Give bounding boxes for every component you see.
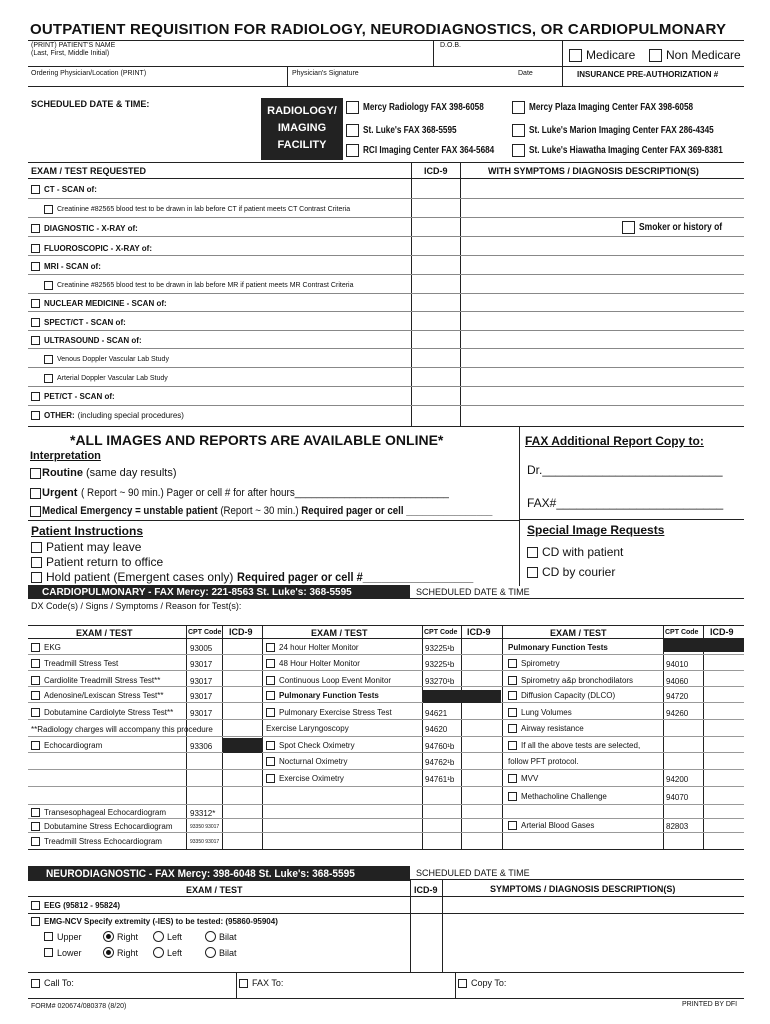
form-number: FORM# 020674/080378 (8/20) <box>31 1003 127 1010</box>
checkbox[interactable] <box>508 676 517 685</box>
facility-option-st-lukes-hiawatha[interactable]: St. Luke's Hiawatha Imaging Center FAX 369-8381 <box>512 144 765 157</box>
cardio-test-row[interactable] <box>31 837 162 846</box>
checkbox[interactable] <box>44 205 53 214</box>
exam-label: Creatinine #82565 blood test to be drawn in lab before CT if patient meets CT Contrast Criteria <box>57 206 351 213</box>
cardio-test-row[interactable] <box>508 821 594 830</box>
checkbox[interactable] <box>239 979 248 988</box>
checkbox[interactable] <box>31 557 42 568</box>
exam-row-divider <box>28 293 744 294</box>
cardio-test-label: Transesophageal Echocardiogram <box>44 808 166 817</box>
exam-row[interactable] <box>31 262 101 271</box>
hold-patient-option[interactable]: Hold patient (Emergent cases only) Required pager or cell #__________________ <box>31 570 494 584</box>
checkbox[interactable] <box>512 101 525 114</box>
checkbox[interactable] <box>508 741 517 750</box>
checkbox[interactable] <box>346 144 359 157</box>
checkbox[interactable] <box>508 691 517 700</box>
cardio-test-label: Pulmonary Exercise Stress Test <box>279 708 392 717</box>
exam-label: Arterial Doppler Vascular Lab Study <box>57 375 168 382</box>
neuro-exam-header: EXAM / TEST <box>186 885 243 895</box>
cardio-col3-icd-header: ICD-9 <box>710 627 734 637</box>
checkbox[interactable] <box>31 643 40 652</box>
checkbox[interactable] <box>31 659 40 668</box>
printed-by: PRINTED BY DFI <box>682 1001 738 1008</box>
cardio-col1-icd-header: ICD-9 <box>229 627 253 637</box>
cpt-code: 94620 <box>425 725 448 734</box>
facility-option-st-lukes-marion[interactable]: St. Luke's Marion Imaging Center FAX 286-4345 <box>512 124 754 137</box>
cardio-test-row[interactable] <box>266 724 349 733</box>
cardio-col2-icd-header: ICD-9 <box>467 627 491 637</box>
checkbox[interactable] <box>266 676 275 685</box>
scheduled-date-label: SCHEDULED DATE & TIME: <box>31 99 150 109</box>
ordering-physician-label: Ordering Physician/Location (PRINT) <box>31 70 147 77</box>
exam-row[interactable] <box>31 318 126 327</box>
emergency-option[interactable]: Medical Emergency = unstable patient (Report ~ 30 min.) Required pager or cell ________________ <box>30 505 554 517</box>
checkbox[interactable] <box>31 318 40 327</box>
exam-label: OTHER: <box>44 411 75 420</box>
cardio-test-label: Nocturnal Oximetry <box>279 757 348 766</box>
online-banner: *ALL IMAGES AND REPORTS ARE AVAILABLE ONLINE* <box>70 432 444 448</box>
special-image-heading: Special Image Requests <box>527 523 665 537</box>
exam-row-divider <box>28 236 744 237</box>
checkbox[interactable] <box>31 572 42 583</box>
neurodiagnostic-band: NEURODIAGNOSTIC - FAX Mercy: 398-6048 St. Luke's: 368-5595 <box>28 866 410 881</box>
upper-right-radio[interactable] <box>103 931 114 942</box>
checkbox[interactable] <box>31 741 40 750</box>
cardio-test-row[interactable] <box>31 643 61 652</box>
cpt-code: 94260 <box>666 709 689 718</box>
cpt-code: 94760¹b <box>425 742 455 751</box>
exam-label: SPECT/CT - SCAN of: <box>44 318 126 327</box>
checkbox[interactable] <box>31 837 40 846</box>
cardio-test-row[interactable] <box>31 659 118 668</box>
cardio-test-label: If all the above tests are selected, <box>521 741 641 750</box>
cardio-test-row[interactable] <box>508 659 560 668</box>
emg-option[interactable]: EMG-NCV Specify extremity (-IES) to be tested: (95860-95904) <box>31 917 278 926</box>
cardio-col1-exam-header: EXAM / TEST <box>76 628 133 638</box>
cardio-row-divider <box>28 786 744 787</box>
exam-row-divider <box>28 217 744 218</box>
checkbox[interactable] <box>31 392 40 401</box>
facility-option-rci[interactable]: RCI Imaging Center FAX 364-5684 <box>346 144 523 157</box>
cardio-test-row[interactable] <box>508 757 579 766</box>
cpt-code: 94200 <box>666 775 689 784</box>
checkbox[interactable] <box>512 144 525 157</box>
checkbox[interactable] <box>31 822 40 831</box>
cardio-test-label: follow PFT protocol. <box>508 757 579 766</box>
checkbox[interactable] <box>44 355 53 364</box>
lower-right-radio[interactable] <box>103 947 114 958</box>
checkbox[interactable] <box>266 774 275 783</box>
cardio-row-divider <box>28 804 744 805</box>
checkbox[interactable] <box>266 757 275 766</box>
fax-copy-title: FAX Additional Report Copy to: <box>525 434 704 448</box>
cardio-test-label: Airway resistance <box>521 724 584 733</box>
checkbox[interactable] <box>508 821 517 830</box>
dob-field[interactable] <box>434 41 562 65</box>
cardio-col2-exam-header: EXAM / TEST <box>311 628 368 638</box>
exam-row-divider <box>28 348 744 349</box>
checkbox[interactable] <box>31 224 40 233</box>
date-label: Date <box>518 70 533 77</box>
cardio-test-label: Pulmonary Function Tests <box>279 691 379 700</box>
copy-to-field[interactable]: Copy To: <box>458 978 506 988</box>
checkbox[interactable] <box>266 708 275 717</box>
cardio-test-label: Methacholine Challenge <box>521 792 607 801</box>
patient-may-leave-option[interactable]: Patient may leave <box>31 540 141 554</box>
checkbox[interactable] <box>31 336 40 345</box>
icd9-header: ICD-9 <box>424 166 448 176</box>
cardio-row-divider <box>28 719 744 720</box>
cardio-test-row[interactable] <box>508 708 572 717</box>
cardio-test-row[interactable] <box>266 774 344 783</box>
patient-return-option[interactable]: Patient return to office <box>31 555 163 569</box>
fax-dr-field[interactable]: Dr.___________________________ <box>527 463 723 477</box>
cardio-col1-cpt-header: CPT Code <box>188 629 222 636</box>
facility-label-line1: RADIOLOGY/ <box>267 105 337 117</box>
exam-label: ULTRASOUND - SCAN of: <box>44 336 142 345</box>
checkbox[interactable] <box>31 542 42 553</box>
cardio-row-divider <box>28 769 744 770</box>
checkbox[interactable] <box>31 676 40 685</box>
cardio-test-label: Spirometry a&p bronchodilators <box>521 676 634 685</box>
checkbox[interactable] <box>31 299 40 308</box>
cpt-code: 93017 <box>190 692 213 701</box>
checkbox[interactable] <box>31 185 40 194</box>
checkbox[interactable] <box>527 547 538 558</box>
non-medicare-option[interactable]: Non Medicare <box>649 48 741 62</box>
cardio-dx-label: DX Code(s) / Signs / Symptoms / Reason for Test(s): <box>31 601 242 611</box>
exam-label: Creatinine #82565 blood test to be drawn in lab before MR if patient meets MR Contrast Criteria <box>57 282 354 289</box>
cpt-code: 94720 <box>666 692 689 701</box>
checkbox[interactable] <box>30 488 41 499</box>
cardio-test-row[interactable] <box>266 757 347 766</box>
cardio-test-row[interactable] <box>266 741 355 750</box>
cpt-code: 94761¹b <box>425 775 455 784</box>
facility-label-line2: IMAGING <box>277 122 327 134</box>
cardio-test-row[interactable] <box>508 792 607 801</box>
checkbox[interactable] <box>30 468 41 479</box>
cpt-code: 94762¹b <box>425 758 455 767</box>
checkbox[interactable] <box>31 917 40 926</box>
exam-row[interactable] <box>44 205 350 214</box>
cardio-col2-cpt-header: CPT Code <box>424 629 458 636</box>
exam-row[interactable] <box>31 185 97 194</box>
exam-row[interactable] <box>44 355 169 364</box>
cardio-test-label: Diffusion Capacity (DLCO) <box>521 691 616 700</box>
form-title: OUTPATIENT REQUISITION FOR RADIOLOGY, NEURODIAGNOSTICS, OR CARDIOPULMONARY <box>30 21 727 38</box>
facility-option-mercy-radiology[interactable]: Mercy Radiology FAX 398-6058 <box>346 101 510 114</box>
checkbox[interactable] <box>31 262 40 271</box>
cpt-code: 94010 <box>666 660 689 669</box>
exam-row[interactable] <box>31 224 138 233</box>
fax-to-field[interactable]: FAX To: <box>239 978 283 988</box>
cd-with-patient-option[interactable]: CD with patient <box>527 545 623 559</box>
icd-shade-echo <box>223 738 262 753</box>
checkbox[interactable] <box>30 506 41 517</box>
checkbox[interactable] <box>266 659 275 668</box>
exam-row-divider <box>28 198 744 199</box>
patient-instructions-heading: Patient Instructions <box>31 524 144 538</box>
cardio-test-label: Dobutamine Stress Echocardiogram <box>44 822 173 831</box>
cpt-code: 93350 93017 <box>190 824 220 830</box>
cardio-test-row[interactable] <box>266 676 391 685</box>
cardio-test-row[interactable] <box>31 808 166 817</box>
medicare-checkbox[interactable] <box>569 49 582 62</box>
exam-label: DIAGNOSTIC - X-RAY of: <box>44 224 138 233</box>
smoker-checkbox[interactable] <box>622 221 635 234</box>
exam-row[interactable] <box>44 281 354 290</box>
checkbox[interactable] <box>31 901 40 910</box>
fax-number-field[interactable]: FAX#_________________________ <box>527 496 724 510</box>
cpt-code: 93017 <box>190 660 213 669</box>
checkbox[interactable] <box>458 979 467 988</box>
cpt-code: 94621 <box>425 709 448 718</box>
eeg-option[interactable]: EEG (95812 - 95824) <box>31 901 120 910</box>
lower-checkbox[interactable] <box>44 948 53 957</box>
exam-label: MRI - SCAN of: <box>44 262 101 271</box>
facility-option-mercy-plaza[interactable]: Mercy Plaza Imaging Center FAX 398-6058 <box>512 101 729 114</box>
cpt-code: 93312* <box>190 809 216 818</box>
cardio-test-label: Lung Volumes <box>521 708 572 717</box>
insurance-preauth-label: INSURANCE PRE-AUTHORIZATION # <box>577 70 719 79</box>
cardio-test-row[interactable] <box>31 822 173 831</box>
cardio-test-row[interactable] <box>508 724 584 733</box>
exam-row-divider <box>28 274 744 275</box>
cardio-row-divider <box>28 818 744 819</box>
cardio-test-row[interactable] <box>266 691 379 700</box>
exam-row[interactable] <box>31 244 152 253</box>
cpt-code: 93270¹b <box>425 677 455 686</box>
checkbox[interactable] <box>508 708 517 717</box>
exam-row[interactable] <box>44 374 168 383</box>
physician-signature-label: Physician's Signature <box>292 70 359 77</box>
cardio-col3-cpt-header: CPT Code <box>665 629 699 636</box>
exam-test-requested-header: EXAM / TEST REQUESTED <box>31 166 147 176</box>
checkbox[interactable] <box>44 281 53 290</box>
cardio-test-label: EKG <box>44 643 61 652</box>
exam-label: CT - SCAN of: <box>44 185 97 194</box>
checkbox[interactable] <box>346 124 359 137</box>
checkbox[interactable] <box>508 792 517 801</box>
call-to-field[interactable]: Call To: <box>31 978 74 988</box>
cardio-test-label: Spot Check Oximetry <box>279 741 355 750</box>
upper-bilat-radio[interactable] <box>205 931 216 942</box>
cardio-test-row[interactable] <box>266 708 392 717</box>
exam-row-divider <box>28 386 744 387</box>
exam-label: FLUOROSCOPIC - X-RAY of: <box>44 244 153 253</box>
emg-upper-row: Upper Right Left Bilat <box>44 931 237 942</box>
cardio-row-divider <box>28 654 744 655</box>
cardiopulmonary-band: CARDIOPULMONARY - FAX Mercy: 221-8563 St. Luke's: 368-5595 <box>28 585 410 599</box>
cardio-test-row[interactable] <box>31 676 160 685</box>
exam-row-divider <box>28 367 744 368</box>
cpt-code: 93005 <box>190 644 213 653</box>
routine-option[interactable]: Routine (same day results) <box>30 467 177 479</box>
icd-shade-pft <box>423 690 501 703</box>
emg-lower-row: Lower Right Left Bilat <box>44 947 237 958</box>
cardio-row-divider <box>28 702 744 703</box>
checkbox[interactable] <box>44 374 53 383</box>
facility-option-st-lukes[interactable]: St. Luke's FAX 368-5595 <box>346 124 477 137</box>
cd-by-courier-option[interactable]: CD by courier <box>527 565 615 579</box>
medicare-option[interactable]: Medicare <box>569 48 635 62</box>
patient-name-sublabel: (Last, First, Middle Initial) <box>31 50 110 57</box>
checkbox[interactable] <box>508 659 517 668</box>
cardio-row-divider <box>28 686 744 687</box>
cardio-test-label: Exercise Laryngoscopy <box>266 724 349 733</box>
cpt-code: 82803 <box>666 822 689 831</box>
lower-bilat-radio[interactable] <box>205 947 216 958</box>
cardio-test-row[interactable] <box>508 774 538 783</box>
neuro-icd-header: ICD-9 <box>414 885 438 895</box>
cardio-test-row[interactable] <box>266 659 360 668</box>
non-medicare-checkbox[interactable] <box>649 49 662 62</box>
exam-row-divider <box>28 311 744 312</box>
cpt-code: 93225¹b <box>425 660 455 669</box>
cardio-test-label: Continuous Loop Event Monitor <box>279 676 392 685</box>
exam-row[interactable] <box>31 411 184 420</box>
cardio-test-row[interactable] <box>31 708 173 717</box>
exam-row-divider <box>28 255 744 256</box>
facility-label-box <box>261 98 343 160</box>
exam-row[interactable] <box>31 392 115 401</box>
cpt-code: 93017 <box>190 677 213 686</box>
checkbox[interactable] <box>512 124 525 137</box>
cardio-test-label: Cardiolite Treadmill Stress Test** <box>44 676 161 685</box>
cardio-test-row[interactable] <box>508 676 633 685</box>
checkbox[interactable] <box>31 411 40 420</box>
cardio-test-row[interactable] <box>508 741 640 750</box>
exam-row-divider <box>28 330 744 331</box>
smoker-option[interactable]: Smoker or history of <box>622 221 737 234</box>
checkbox[interactable] <box>527 567 538 578</box>
checkbox[interactable] <box>31 808 40 817</box>
upper-left-radio[interactable] <box>153 931 164 942</box>
checkbox[interactable] <box>508 774 517 783</box>
pft-title: Pulmonary Function Tests <box>508 643 608 652</box>
checkbox[interactable] <box>31 244 40 253</box>
cardio-row-divider <box>28 832 744 833</box>
urgent-option[interactable]: Urgent ( Report ~ 90 min.) Pager or cell # for after hours____________________________ <box>30 487 489 499</box>
exam-row-divider <box>28 405 744 406</box>
cardio-test-row[interactable] <box>31 741 102 750</box>
cpt-code: 93225¹b <box>425 644 455 653</box>
cardio-row-divider <box>28 736 744 737</box>
exam-label: Venous Doppler Vascular Lab Study <box>57 356 169 363</box>
checkbox[interactable] <box>266 741 275 750</box>
patient-name-label: (PRINT) PATIENT'S NAME <box>31 42 116 49</box>
cardio-test-label: Dobutamine Cardiolyte Stress Test** <box>44 708 174 717</box>
cpt-code: 93306 <box>190 742 213 751</box>
checkbox[interactable] <box>508 724 517 733</box>
radiology-charges-note: **Radiology charges will accompany this procedure <box>31 725 213 734</box>
upper-checkbox[interactable] <box>44 932 53 941</box>
cardio-test-row[interactable] <box>508 691 615 700</box>
checkbox[interactable] <box>31 979 40 988</box>
cardio-test-label: MVV <box>521 774 539 783</box>
checkbox[interactable] <box>346 101 359 114</box>
cardio-scheduled-label: SCHEDULED DATE & TIME <box>416 587 530 597</box>
neuro-scheduled-label: SCHEDULED DATE & TIME <box>416 868 530 878</box>
cardio-test-row[interactable] <box>31 691 163 700</box>
cardio-row-divider <box>28 670 744 671</box>
exam-label: PET/CT - SCAN of: <box>44 392 115 401</box>
interpretation-heading: Interpretation <box>30 450 101 462</box>
cardio-test-label: Echocardiogram <box>44 741 103 750</box>
cardio-test-label: Arterial Blood Gases <box>521 821 595 830</box>
neuro-symptoms-header: SYMPTOMS / DIAGNOSIS DESCRIPTION(S) <box>490 884 676 894</box>
cardio-test-label: 48 Hour Holter Monitor <box>279 659 360 668</box>
checkbox[interactable] <box>31 691 40 700</box>
exam-row[interactable] <box>31 299 167 308</box>
checkbox[interactable] <box>31 708 40 717</box>
cardio-test-label: Treadmill Stress Test <box>44 659 119 668</box>
patient-name-field[interactable] <box>28 41 433 65</box>
facility-label-line3: FACILITY <box>277 139 327 151</box>
exam-row[interactable] <box>31 336 142 345</box>
cardio-test-label: Exercise Oximetry <box>279 774 344 783</box>
cardio-col3-exam-header: EXAM / TEST <box>550 628 607 638</box>
cardio-test-label: Adenosine/Lexiscan Stress Test** <box>44 691 164 700</box>
cardio-row-divider <box>28 752 744 753</box>
cardio-test-label: 24 hour Holter Monitor <box>279 643 359 652</box>
cardio-test-label: Treadmill Stress Echocardiogram <box>44 837 162 846</box>
checkbox[interactable] <box>266 691 275 700</box>
cpt-code: 93350 93017 <box>190 839 220 845</box>
cardio-test-label: Spirometry <box>521 659 560 668</box>
lower-left-radio[interactable] <box>153 947 164 958</box>
exam-suffix: (including special procedures) <box>77 411 184 420</box>
exam-label: NUCLEAR MEDICINE - SCAN of: <box>44 299 167 308</box>
checkbox[interactable] <box>266 643 275 652</box>
icd-shade-pft-title <box>664 639 744 652</box>
cpt-code: 93017 <box>190 709 213 718</box>
cpt-code: 94060 <box>666 677 689 686</box>
cpt-code: 94070 <box>666 793 689 802</box>
symptoms-header: WITH SYMPTOMS / DIAGNOSIS DESCRIPTION(S) <box>488 166 699 176</box>
dob-label: D.O.B. <box>440 42 462 49</box>
cardio-test-row[interactable] <box>266 643 359 652</box>
